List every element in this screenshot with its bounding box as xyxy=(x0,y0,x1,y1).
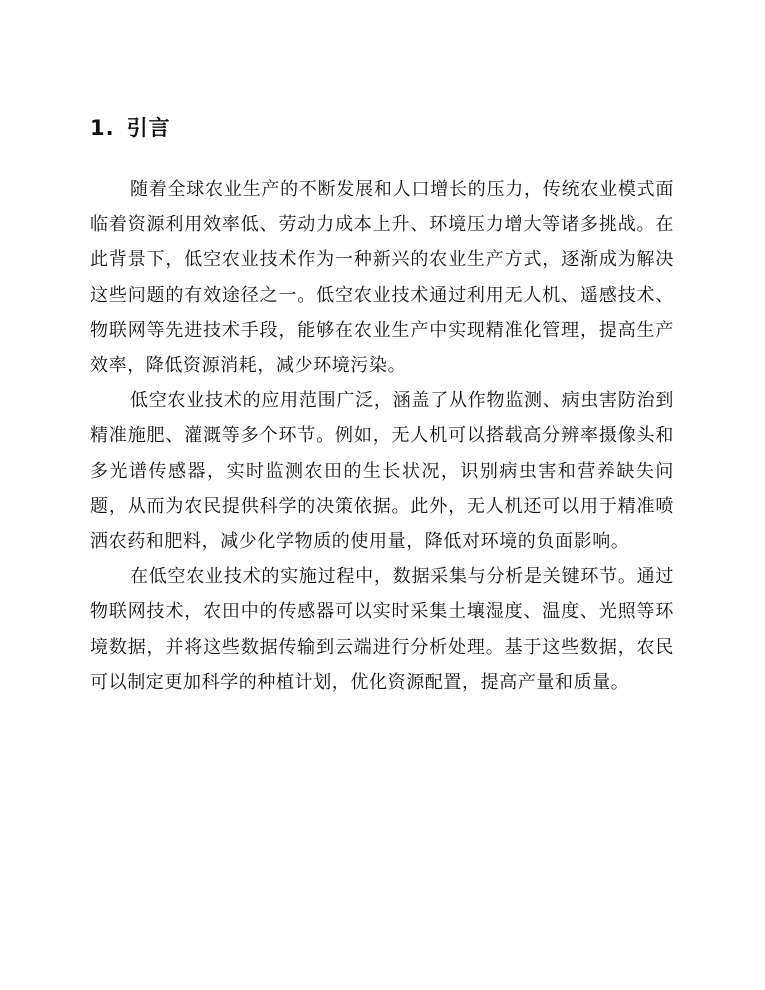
section-number: 1. xyxy=(90,116,115,140)
paragraph: 在低空农业技术的实施过程中，数据采集与分析是关键环节。通过物联网技术，农田中的传感器可以实时采集土壤湿度、温度、光照等环境数据，并将这些数据传输到云端进行分析处理。基于这些数据，农民可以制定更加科学的种植计划，优化资源配置，提高产量和质量。 xyxy=(90,566,674,693)
paragraph: 随着全球农业生产的不断发展和人口增长的压力，传统农业模式面临着资源利用效率低、劳动力成本上升、环境压力增大等诸多挑战。在此背景下，低空农业技术作为一种新兴的农业生产方式，逐渐成为解决这些问题的有效途径之一。低空农业技术通过利用无人机、遥感技术、物联网等先进技术手段，能够在农业生产中实现精准化管理，提高生产效率，降低资源消耗，减少环境污染。 xyxy=(90,179,674,377)
paragraph: 低空农业技术的应用范围广泛，涵盖了从作物监测、病虫害防治到精准施肥、灌溉等多个环节。例如，无人机可以搭载高分辨率摄像头和多光谱传感器，实时监测农田的生长状况，识别病虫害和营养缺失问题，从而为农民提供科学的决策依据。此外，无人机还可以用于精准喷洒农药和肥料，减少化学物质的使用量，降低对环境的负面影响。 xyxy=(90,390,674,553)
section-title: 引言 xyxy=(126,116,171,140)
body-text xyxy=(90,172,674,700)
section-heading xyxy=(90,112,171,144)
